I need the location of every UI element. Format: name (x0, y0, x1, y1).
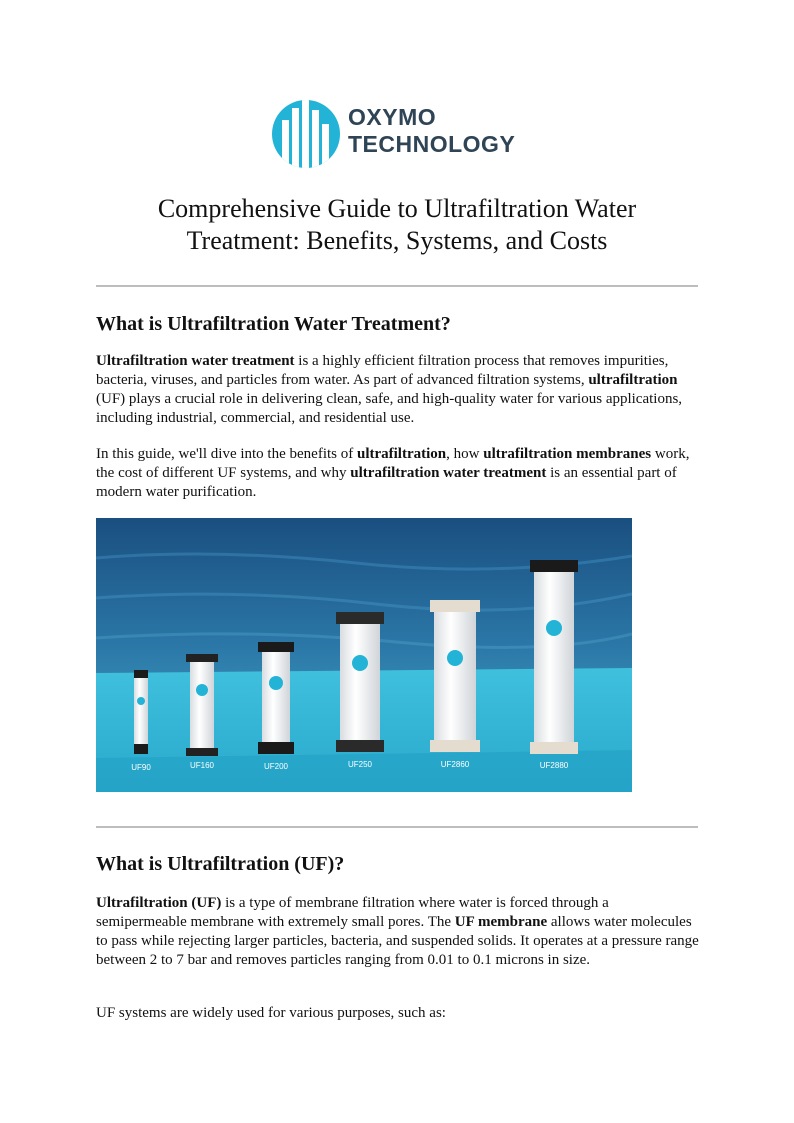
module-label-uf90: UF90 (131, 763, 151, 772)
uf160-module (186, 654, 218, 756)
text-run: , how (446, 446, 484, 462)
uf-modules-illustration (96, 518, 632, 792)
section-divider (96, 285, 698, 287)
bold-term: UF membrane (454, 914, 548, 930)
company-logo (268, 98, 528, 170)
page-title-line-2: Treatment: Benefits, Systems, and Costs (186, 226, 608, 255)
uf-membrane-product-photo (96, 518, 632, 792)
module-label-uf200: UF200 (263, 762, 289, 771)
paragraph-uf-uses: UF systems are widely used for various purposes, such as: (96, 1005, 446, 1021)
paragraph-intro (96, 352, 702, 428)
page-title (96, 193, 698, 257)
section-heading-what-is-uf: What is Ultrafiltration (UF)? (96, 853, 345, 875)
uf2860-module (430, 600, 480, 752)
bold-term: ultrafiltration water treatment (350, 465, 547, 481)
uf200-module (258, 642, 294, 754)
section-heading-uf-water-treatment: What is Ultrafiltration Water Treatment? (96, 313, 451, 335)
module-label-uf2860: UF2860 (440, 760, 470, 769)
bold-term: Ultrafiltration (UF) (96, 895, 222, 911)
uf2880-module (530, 560, 578, 754)
paragraph-guide-overview (96, 445, 702, 502)
text-run: is an essential part of modern water purification. (96, 465, 677, 500)
text-run: work, the cost of different UF systems, and why (96, 446, 690, 481)
text-run: allows water molecules to pass while rejecting larger particles, bacteria, and suspended solids. It operates at a pressure range between 2 to 7 bar and removes particles ranging from 0.01 to 0.1 microns in size. (96, 914, 699, 968)
uf250-module (336, 612, 384, 752)
page-title-line-1: Comprehensive Guide to Ultrafiltration Water (157, 194, 637, 223)
bold-term: ultrafiltration membranes (483, 446, 652, 462)
text-run: is a type of membrane filtration where water is forced through a semipermeable membrane with extremely small pores. The (96, 895, 609, 930)
logo-line-1: OXYMO (348, 104, 437, 130)
bold-term: ultrafiltration (588, 372, 678, 388)
module-label-uf250: UF250 (347, 760, 373, 769)
uf90-module (134, 670, 148, 754)
logo-emblem-icon (268, 98, 344, 170)
bold-term: Ultrafiltration water treatment (96, 353, 295, 369)
bold-term: ultrafiltration (356, 446, 447, 462)
text-run: In this guide, we'll dive into the benefits of (96, 446, 357, 462)
paragraph-uf-definition (96, 894, 702, 970)
section-divider (96, 826, 698, 828)
text-run: is a highly efficient filtration process that removes impurities, bacteria, viruses, and particles from water. As part of advanced filtration systems, (96, 353, 669, 388)
module-label-uf2880: UF2880 (539, 761, 569, 770)
text-run: (UF) plays a crucial role in delivering clean, safe, and high-quality water for various applications, including industrial, commercial, and residential use. (96, 391, 683, 426)
logo-line-2: TECHNOLOGY (348, 131, 516, 157)
module-label-uf160: UF160 (189, 761, 215, 770)
logo-wordmark (348, 104, 515, 158)
